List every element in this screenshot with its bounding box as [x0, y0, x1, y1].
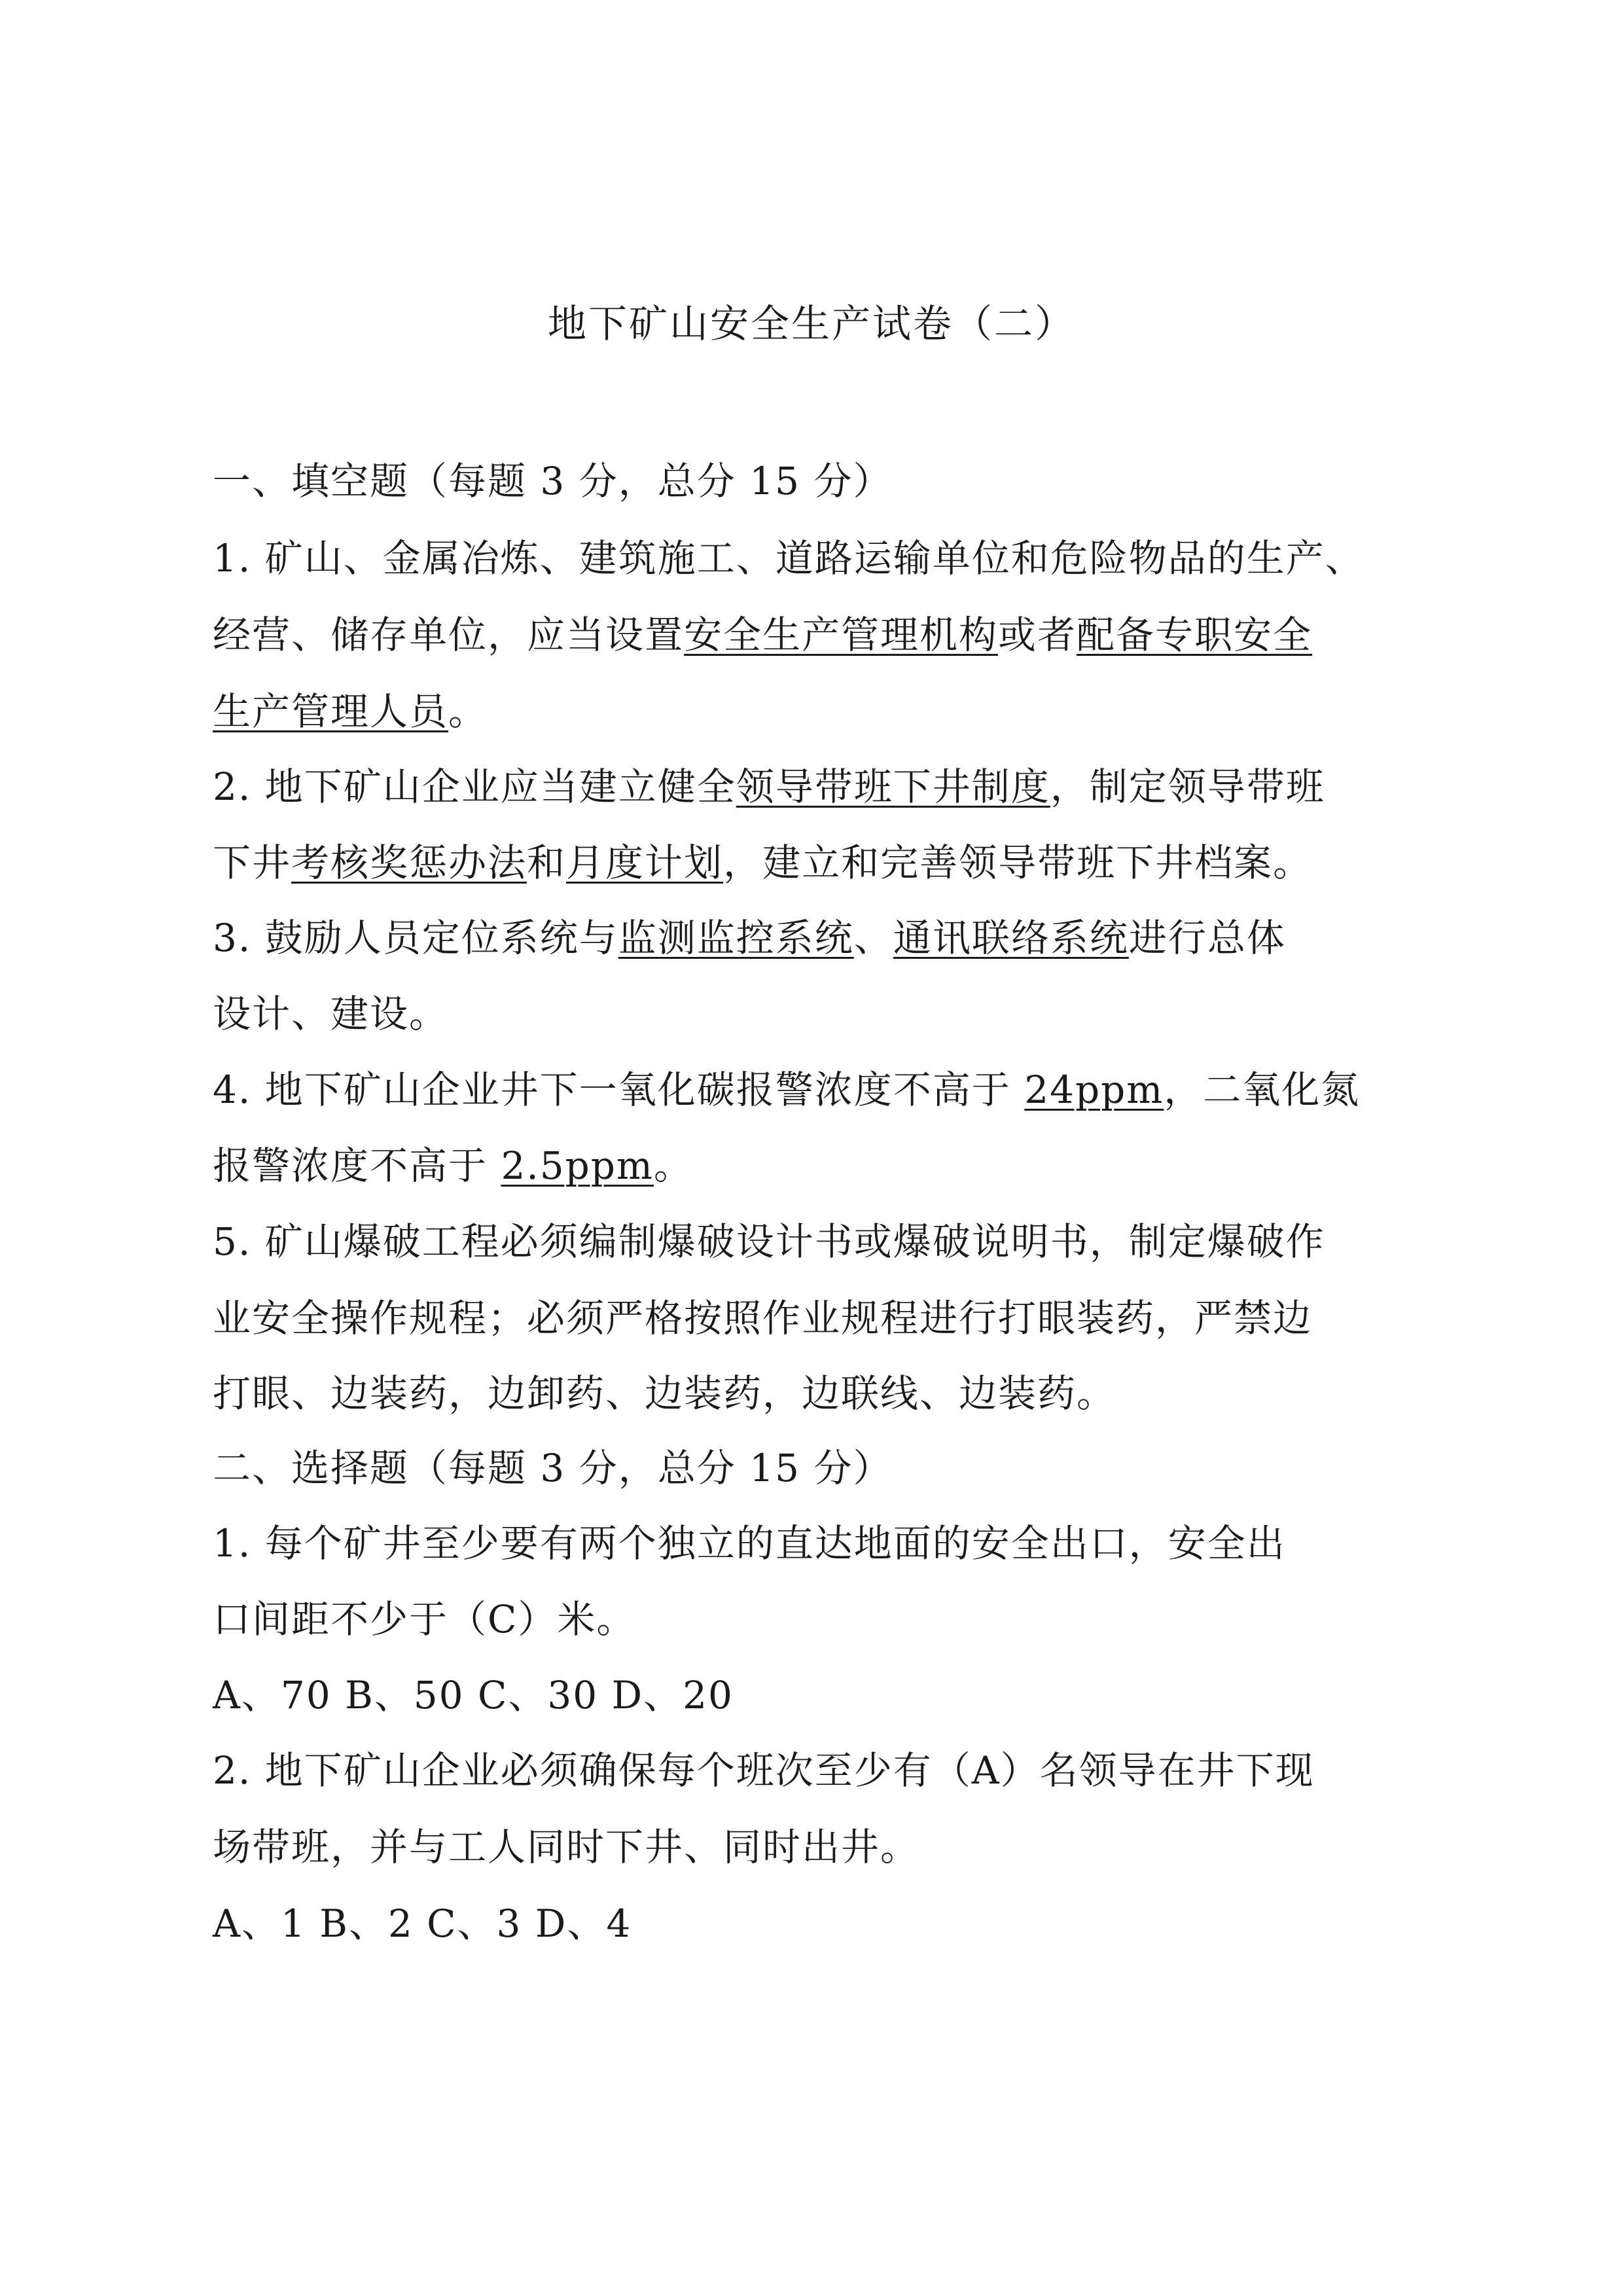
fill-q4-line-2: 报警浓度不高于 2.5ppm。	[213, 1143, 693, 1188]
answer-blank: 领导带班下井制度	[736, 764, 1050, 809]
choice-q2-line-1: 2. 地下矿山企业必须确保每个班次至少有（A）名领导在井下现	[213, 1748, 1315, 1793]
choice-q2-options: A、1 B、2 C、3 D、4	[213, 1901, 632, 1946]
choice-q1-line-2: 口间距不少于（C）米。	[213, 1597, 636, 1641]
fill-q3-line-1: 3. 鼓励人员定位系统与监测监控系统、通讯联络系统进行总体	[213, 916, 1286, 960]
fill-q5-line-1: 5. 矿山爆破工程必须编制爆破设计书或爆破说明书，制定爆破作	[213, 1219, 1325, 1264]
fill-q5-line-2: 业安全操作规程；必须严格按照作业规程进行打眼装药，严禁边	[213, 1296, 1313, 1340]
choice-q1-line-1: 1. 每个矿井至少要有两个独立的直达地面的安全出口，安全出	[213, 1521, 1286, 1566]
fill-q5-line-3: 打眼、边装药，边卸药、边装药，边联线、边装药。	[213, 1371, 1116, 1416]
page-title: 地下矿山安全生产试卷（二）	[547, 301, 1075, 346]
fill-q1-line-1: 1. 矿山、金属冶炼、建筑施工、道路运输单位和危险物品的生产、	[213, 536, 1364, 581]
fill-q2-line-2: 下井考核奖惩办法和月度计划，建立和完善领导带班下井档案。	[213, 840, 1313, 885]
answer-blank: 通讯联络系统	[893, 916, 1129, 960]
section-1-heading: 一、填空题（每题 3 分，总分 15 分）	[213, 459, 893, 503]
choice-q1-options: A、70 B、50 C、30 D、20	[213, 1673, 734, 1717]
fill-q1-line-2: 经营、储存单位，应当设置安全生产管理机构或者配备专职安全	[213, 613, 1313, 657]
fill-q1-line-3: 生产管理人员。	[213, 689, 488, 734]
answer-blank: 月度计划	[566, 840, 724, 885]
section-2-heading: 二、选择题（每题 3 分，总分 15 分）	[213, 1446, 893, 1490]
answer-blank: 2.5ppm	[501, 1143, 654, 1188]
answer-blank: 生产管理人员	[213, 689, 449, 734]
answer-blank: 安全生产管理机构	[684, 613, 999, 657]
fill-q3-line-2: 设计、建设。	[213, 992, 449, 1036]
fill-q4-line-1: 4. 地下矿山企业井下一氧化碳报警浓度不高于 24ppm，二氧化氮	[213, 1067, 1361, 1112]
choice-q2-line-2: 场带班，并与工人同时下井、同时出井。	[213, 1825, 920, 1869]
answer-blank: 24ppm	[1024, 1067, 1164, 1112]
answer-blank: 考核奖惩办法	[291, 840, 527, 885]
answer-blank: 配备专职安全	[1077, 613, 1313, 657]
answer-blank: 监测监控系统	[618, 916, 854, 960]
fill-q2-line-1: 2. 地下矿山企业应当建立健全领导带班下井制度，制定领导带班	[213, 764, 1325, 809]
